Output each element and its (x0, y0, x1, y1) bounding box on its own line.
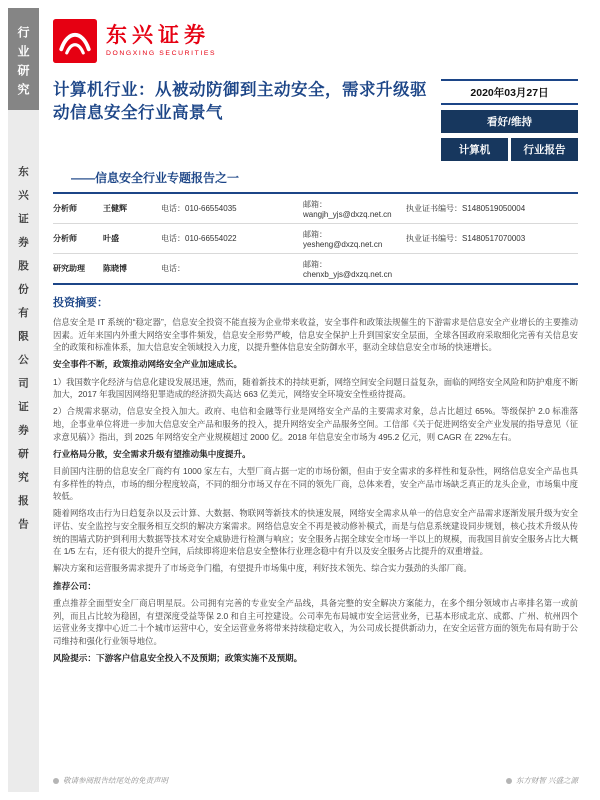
footer-right (506, 775, 578, 786)
rating-badge: 看好/维持 (441, 110, 578, 133)
summary-heading: 投资摘要： (53, 297, 108, 309)
analyst-role: 分析师 (53, 204, 77, 213)
body-paragraph: 1）我国数字化经济与信息化建设发展迅速，然而，随着新技术的持续更新，网络空间安全问题日益复杂，面临的网络安全风险和防护难度不断加大，2017 年我国因网络犯罪造成的经济损失高达 663 亿美元，网络安全环境安全性亟待提高。 (53, 376, 578, 400)
left-sidebar (8, 8, 39, 792)
body-paragraph: 重点推荐全面型安全厂商启明星辰。公司拥有完善的专业安全产品线，具备完整的安全解决方案能力，在多个细分领域市占率排名第一或前列，而且占比较为稳固，有望深度受益等保 2.0 和自主可控建设。公司率先布局城市安全运营业务，已基本形成北京、成都、广州、杭州四个运营业务支撑中心近二十个城市运营中心，安全运营业务将带来持续稳定收入，为公司成长提供新动力，在安全运营方面的领先布局有助于公司维持和强化行业领导地位。 (53, 597, 578, 646)
body-paragraph: 2）合规需求驱动，信息安全投入加大。政府、电信和金融等行业是网络安全产品的主要需求对象，总占比超过 65%。等级保护 2.0 标准落地，企事业单位将进一步加大信息安全产品和服务的投入，提升网络安全产品服务空间。工信部《关于促进网络安全产业发展的指导意见（征求意见稿）》指出，到 2025 年网络安全产业规模超过 2000 亿。2018 年信息安全市场为 495.2 亿元，则 CAGR 在 22%左右。 (53, 406, 578, 442)
report-date: 2020年03月27日 (441, 79, 578, 105)
page-footer (53, 775, 578, 786)
sidebar-company-line: 东兴证券股份有限公司证券研究报告 (17, 166, 29, 542)
report-subtitle: ——信息安全行业专题报告之一 (53, 167, 578, 194)
analyst-email: 邮箱：chenxb_yjs@dxzq.net.cn (303, 259, 393, 279)
section-heading: 风险提示：下游客户信息安全投入不及预期；政策实施不及预期。 (53, 652, 303, 663)
report-type-tag: 行业报告 (511, 138, 578, 161)
analyst-role: 分析师 (53, 234, 77, 243)
footer-left (53, 775, 168, 786)
analyst-phone: 电话： (161, 264, 185, 273)
disclaimer-text: 敬请参阅报告结尾处的免责声明 (63, 776, 168, 785)
analyst-cert: 执业证书编号：S1480519050004 (406, 204, 526, 213)
brand-name: 东兴证券 (106, 24, 210, 48)
analyst-row (53, 224, 578, 254)
analyst-role: 研究助理 (53, 264, 85, 273)
slogan-text: 东方财智 兴盛之源 (515, 776, 578, 785)
report-content (53, 16, 578, 669)
analyst-email: 邮箱：wangjh_yjs@dxzq.net.cn (303, 199, 392, 219)
analyst-name: 王健辉 (103, 204, 127, 213)
body-paragraph: 随着网络攻击行为日趋复杂以及云计算、大数据、物联网等新技术的快速发展，网络安全需求从单一的信息安全产品需求逐渐发展升级为安全评估、安全监控与安全服务相互交织的解决方案需求。网络信息安全不再是被动修补模式，而是与信息系统建设同步规划，核心技术升级从传统的围墙式防护到利用大数据等技术对安全威胁进行检测与响应；安全服务占据全球安全市场一半以上的规模，而我国目前安全服务占比大概在 1/5 左右，还有很大的提升空间，后续即将迎来信息安全整体行业理念稳中有升以及安全服务占比提升的双重增益。 (53, 508, 578, 557)
analyst-row (53, 194, 578, 224)
report-body-blocks (53, 316, 578, 665)
section-heading: 安全事件不断，政策推动网络安全产业加速成长。 (53, 359, 243, 370)
analyst-name: 陈晓博 (103, 264, 127, 273)
slogan-marker-icon (506, 778, 512, 784)
disclaimer-marker-icon (53, 778, 59, 784)
industry-tag: 计算机 (441, 138, 508, 161)
sidebar-category-label: 行业研究 (8, 8, 39, 110)
section-heading: 推荐公司： (53, 580, 96, 591)
analyst-row (53, 254, 578, 283)
body-paragraph: 解决方案和运营服务需求提升了市场竞争门槛，有望提升市场集中度，利好技术领先、综合实力强劲的头部厂商。 (53, 563, 472, 574)
analyst-phone: 电话：010-66554035 (161, 204, 237, 213)
body-paragraph: 目前国内注册的信息安全厂商约有 1000 家左右，大型厂商占据一定的市场份额，但由于安全需求的多样性和复杂性，网络信息安全产品也具有多样性的特点，市场的细分程度较高，不同的细分市场又存在不同的领先厂商，总体来看，安全产品市场缺乏真正的龙头企业，市场集中度较低。 (53, 466, 578, 502)
analyst-email: 邮箱：yesheng@dxzq.net.cn (303, 229, 383, 249)
brand-text (106, 25, 216, 56)
analyst-phone: 电话：010-66554022 (161, 234, 237, 243)
analyst-name: 叶盛 (103, 234, 119, 243)
dongxing-logo-icon (53, 19, 97, 63)
analyst-table (53, 194, 578, 285)
meta-tags (441, 138, 578, 161)
title-row (53, 79, 578, 161)
section-heading: 行业格局分散，安全需求升级有望推动集中度提升。 (53, 448, 251, 459)
brand-header (53, 16, 578, 66)
analyst-cert: 执业证书编号：S1480517070003 (406, 234, 526, 243)
report-title: 计算机行业：从被动防御到主动安全，需求升级驱动信息安全行业高景气 (53, 81, 427, 123)
body-paragraph: 信息安全是 IT 系统的“稳定器”，信息安全投资不能直接为企业带来收益，安全事件和政策法规催生的下游需求是信息安全产业增长的主要推动因素。近年来国内外重大网络安全事件频发，信息安全形势严峻，信息安全保护上升到国家安全层面，全球各国政府采取细化完善有关信息安全的政策和标准体系，加大信息安全领域投入力度，以提升整体信息安全防御水平，驱动全球信息安全市场的快速增长。 (53, 317, 578, 353)
brand-name-en: DONGXING SECURITIES (106, 49, 217, 57)
report-meta (441, 79, 578, 161)
